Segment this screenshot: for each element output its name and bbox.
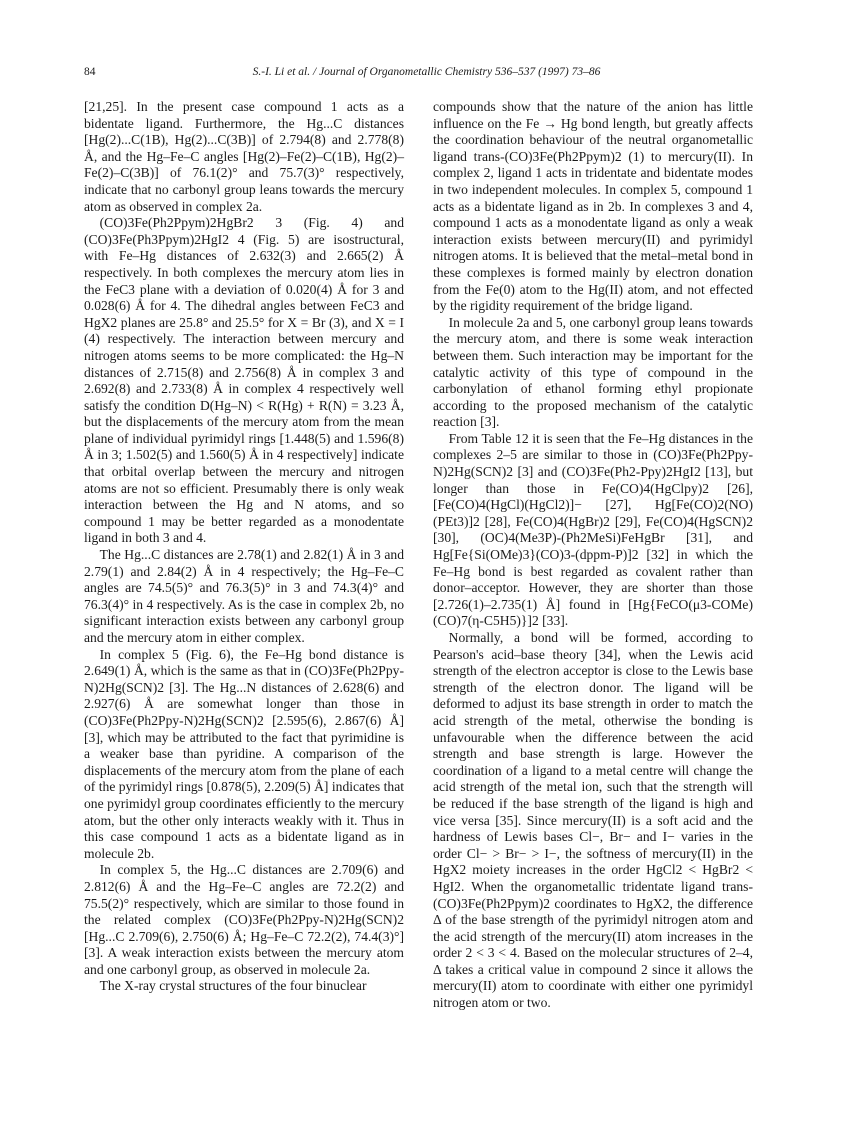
running-head: S.-I. Li et al. / Journal of Organometallic Chemistry 536–537 (1997) 73–86 <box>252 66 601 78</box>
right-paragraph-1: compounds show that the nature of the anion has little influence on the Fe → Hg bond length, but greatly affects the coordination behaviour of the neutral organometallic ligand trans-(CO)3Fe(Ph2Ppym)2 (1) to mercury(II). In complex 2, ligand 1 acts in tridentate and bidentate modes in two independent molecules. In complex 5, compound 1 acts as a bidentate ligand as in 2b. In complexes 3 and 4, compound 1 acts as a monodentate ligand as only a weak interaction exists between mercury(II) and pyrimidyl nitrogen atoms. It is believed that the metal–metal bond in these complexes is formed mainly by electron donation from the Fe(0) atom to the Hg(II) atom, and not effected by the rigidity requirement of the bridge ligand. <box>433 99 753 314</box>
page-header <box>84 66 769 84</box>
left-paragraph-1: [21,25]. In the present case compound 1 acts as a bidentate ligand. Furthermore, the Hg...C distances [Hg(2)...C(1B), Hg(2)...C(3B)] of 2.794(8) and 2.778(8) Å, and the Hg–Fe–C angles [Hg(2)–Fe(2)–C(1B), Hg(2)–Fe(2)–C(3B)] of 76.1(2)° and 75.7(3)° respectively, indicate that no carbonyl group leans towards the mercury atom as observed in complex 2a. <box>84 99 404 214</box>
left-paragraph-6: The X-ray crystal structures of the four binuclear <box>99 978 367 994</box>
page-number: 84 <box>84 66 96 78</box>
right-column <box>433 99 753 1012</box>
left-paragraph-5: In complex 5, the Hg...C distances are 2.709(6) and 2.812(6) Å and the Hg–Fe–C angles are 72.2(2) and 75.5(2)° respectively, which are similar to those found in the related complex (CO)3Fe(Ph2Ppy-N)2Hg(SCN)2 [Hg...C 2.709(6), 2.750(6) Å; Hg–Fe–C 72.2(2), 74.4(3)°] [3]. A weak interaction exists between the mercury atom and one carbonyl group, as observed in molecule 2a. <box>84 862 404 977</box>
right-paragraph-2: In molecule 2a and 5, one carbonyl group leans towards the mercury atom, and there is some weak interaction between them. Such interaction may be important for the catalytic activity of this type of compound in the carbonylation of ethanol forming ethyl propionate according to the proposed mechanism of the catalytic reaction [3]. <box>433 314 753 430</box>
left-paragraph-2: (CO)3Fe(Ph2Ppym)2HgBr2 3 (Fig. 4) and (CO)3Fe(Ph3Ppym)2HgI2 4 (Fig. 5) are isostructural, with Fe–Hg distances of 2.632(3) and 2.665(2) Å respectively. In both complexes the mercury atom lies in the FeC3 plane with a deviation of 0.020(4) Å for 3 and 0.028(6) Å for 4. The dihedral angles between FeC3 and HgX2 planes are 25.8° and 25.5° for X = Br (3), and X = I (4) respectively. The interaction between mercury and nitrogen atoms seems to be more complicated: the Hg–N distances of 2.715(8) and 2.756(8) Å in complex 3 and 2.692(8) and 2.733(8) Å in complex 4 respectively well satisfy the condition D(Hg–N) < R(Hg) + R(N) = 3.23 Å, but the displacements of the mercury atom from the mean plane of individual pyrimidyl rings [1.448(5) and 1.596(8) Å in 3; 1.502(5) and 1.560(5) Å in 4 respectively] indicate that orbital overlap between the mercury and nitrogen atoms are not so efficient. Presumably there is only weak interaction between the Hg and N atoms, and so compound 1 may be better regarded as a monodentate ligand in both 3 and 4. <box>84 215 404 546</box>
left-paragraph-3: The Hg...C distances are 2.78(1) and 2.82(1) Å in 3 and 2.79(1) and 2.84(2) Å in 4 respectively; the Hg–Fe–C angles are 74.5(5)° and 76.3(5)° in 3 and 74.3(4)° and 76.3(4)° in 4 respectively. As is the case in complex 2b, no significant interaction exists between any carbonyl group and the mercury atom in either complex. <box>84 547 404 645</box>
left-paragraph-4: In complex 5 (Fig. 6), the Fe–Hg bond distance is 2.649(1) Å, which is the same as that in (CO)3Fe(Ph2Ppy-N)2Hg(SCN)2 [3]. The Hg...N distances of 2.628(6) and 2.927(6) Å are somewhat longer than those in (CO)3Fe(Ph2Ppy-N)2Hg(SCN)2 [2.595(6), 2.867(6) Å] [3], which may be attributed to the fact that pyrimidine is a weaker base than pyridine. A comparison of the displacements of the mercury atom from the plane of each of the pyrimidyl rings [0.878(5), 2.209(5) Å] indicates that one pyrimidyl group coordinates efficiently to the mercury atom, but the other only interacts weakly with it. Thus in this case compound 1 acts as a bidentate ligand as in molecule 2b. <box>84 646 404 861</box>
right-paragraph-3: From Table 12 it is seen that the Fe–Hg distances in the complexes 2–5 are similar to those in (CO)3Fe(Ph2Ppy-N)2Hg(SCN)2 [3] and (CO)3Fe(Ph2-Ppy)2HgI2 [13], but longer than those in Fe(CO)4(HgClpy)2 [26], [Fe(CO)4(HgCl)(HgCl2)]− [27], Hg[Fe(CO)2(NO)(PEt3)]2 [28], Fe(CO)4(HgBr)2 [29], Fe(CO)4(HgSCN)2 [30], (OC)4(Me3P)-(Ph2MeSi)FeHgBr [31], and Hg[Fe{Si(OMe)3}(CO)3-(dppm-P)]2 [32] in which the Fe–Hg bond is best regarded as covalent rather than donor–acceptor. However, they are shorter than those [2.726(1)–2.735(1) Å] found in [Hg{FeCO(μ3-COMe)(CO)7(η-C5H5)}]2 [33]. <box>433 430 753 629</box>
right-paragraph-4: Normally, a bond will be formed, according to Pearson's acid–base theory [34], when the Lewis acid strength of the electron acceptor is close to the Lewis base strength of the electron donor. The ligand will be deformed to adjust its base strength in order to match the acid strength of the metal, otherwise the bonding is unfavourable when the difference between the acid strength and base strength is large. However the coordination of a ligand to a metal centre will change the acid strength of the metal ion, such that the strength will be reduced if the base strength of the ligand is high and vice versa [35]. Since mercury(II) is a soft acid and the hardness of Lewis bases Cl−, Br− and I− varies in the order Cl− > Br− > I−, the softness of mercury(II) in the HgX2 moiety increases in the order HgCl2 < HgBr2 < HgI2. When the organometallic tridentate ligand trans-(CO)3Fe(Ph2Ppym)2 coordinates to HgX2, the difference Δ of the base strength of the pyrimidyl nitrogen atom and the acid strength of the mercury(II) atom increases in the order 2 < 3 < 4. Based on the molecular structures of 2–4, Δ takes a critical value in compound 2 since it allows the mercury(II) atom to coordinate with either one pyrimidyl nitrogen atom or two. <box>433 630 753 1011</box>
left-column <box>84 99 404 995</box>
